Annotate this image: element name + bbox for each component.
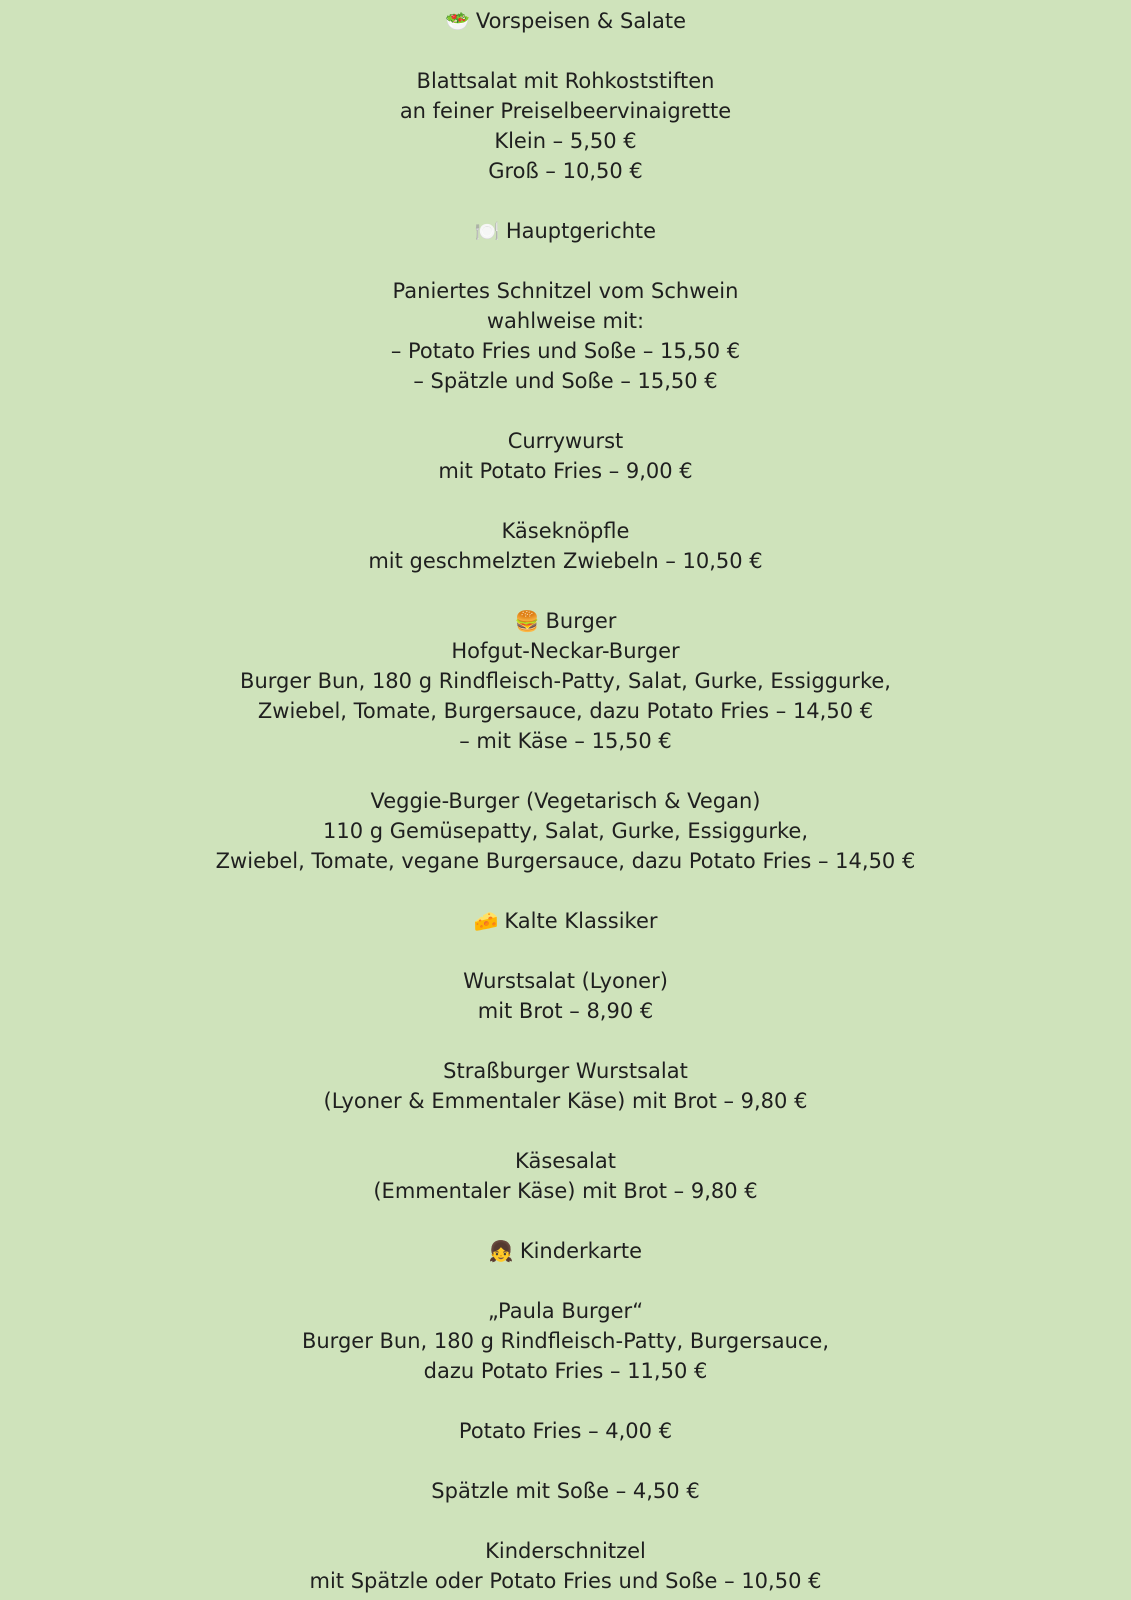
menu-item-line: (Emmentaler Käse) mit Brot – 9,80 € — [373, 1179, 758, 1203]
menu-item-line: Spätzle mit Soße – 4,50 € — [431, 1479, 700, 1503]
menu-item-line: Zwiebel, Tomate, vegane Burgersauce, dazu Potato Fries – 14,50 € — [215, 849, 916, 873]
menu-item-line: 110 g Gemüsepatty, Salat, Gurke, Essiggurke, — [322, 819, 808, 843]
section-title: Kinderkarte — [519, 1239, 643, 1263]
child-icon: 👧 — [488, 1239, 514, 1263]
menu-item-line: Zwiebel, Tomate, Burgersauce, dazu Potato Fries – 14,50 € — [257, 699, 874, 723]
menu-item-line: Kinderschnitzel — [485, 1539, 646, 1563]
menu-item-line: Paniertes Schnitzel vom Schwein — [392, 279, 739, 303]
salad-icon: 🥗 — [444, 9, 470, 33]
menu-item-line: dazu Potato Fries – 11,50 € — [423, 1359, 708, 1383]
section-title: Vorspeisen & Salate — [475, 9, 687, 33]
menu-item-line: Blattsalat mit Rohkoststiften — [416, 69, 715, 93]
section-title: Hauptgerichte — [505, 219, 657, 243]
menu-item-line: mit geschmelzten Zwiebeln – 10,50 € — [368, 549, 763, 573]
menu-item-line: (Lyoner & Emmentaler Käse) mit Brot – 9,80 € — [323, 1089, 808, 1113]
menu-item-line: an feiner Preiselbeervinaigrette — [399, 99, 732, 123]
menu-item-line: Klein – 5,50 € — [494, 129, 637, 153]
menu-item-line: Hofgut-Neckar-Burger — [451, 639, 680, 663]
menu-item-line: Straßburger Wurstsalat — [443, 1059, 688, 1083]
menu-item-line: wahlweise mit: — [486, 309, 645, 333]
menu-item-line: mit Brot – 8,90 € — [477, 999, 654, 1023]
section-title: Kalte Klassiker — [504, 909, 658, 933]
menu-item-line: Wurstsalat (Lyoner) — [463, 969, 668, 993]
section-title: Burger — [545, 609, 617, 633]
menu-item-line: Veggie-Burger (Vegetarisch & Vegan) — [370, 789, 761, 813]
menu-item-line: Potato Fries – 4,00 € — [458, 1419, 673, 1443]
menu-item-line: – mit Käse – 15,50 € — [459, 729, 672, 753]
menu-item-line: Burger Bun, 180 g Rindfleisch-Patty, Burgersauce, — [301, 1329, 830, 1353]
section-heading-burger — [0, 606, 1131, 636]
cheese-icon: 🧀 — [473, 909, 499, 933]
section-heading-starters — [0, 6, 1131, 36]
menu-item-line: mit Potato Fries – 9,00 € — [438, 459, 693, 483]
section-heading-cold — [0, 906, 1131, 936]
burger-icon: 🍔 — [514, 609, 540, 633]
menu-item-line: mit Spätzle oder Potato Fries und Soße – 10,50 € — [309, 1569, 822, 1593]
menu-item-line: Burger Bun, 180 g Rindfleisch-Patty, Salat, Gurke, Essiggurke, — [240, 669, 891, 693]
section-heading-mains — [0, 216, 1131, 246]
menu-item-line: – Spätzle und Soße – 15,50 € — [413, 369, 718, 393]
menu-item-line: Käseknöpfle — [501, 519, 630, 543]
menu-item-line: – Potato Fries und Soße – 15,50 € — [390, 339, 741, 363]
section-heading-kids — [0, 1236, 1131, 1266]
plate-cutlery-icon: 🍽️ — [474, 219, 500, 243]
menu-item-line: Groß – 10,50 € — [488, 159, 643, 183]
menu-item-line: Käsesalat — [515, 1149, 616, 1173]
menu-item-line: Currywurst — [507, 429, 624, 453]
menu-item-line: „Paula Burger“ — [487, 1299, 644, 1323]
